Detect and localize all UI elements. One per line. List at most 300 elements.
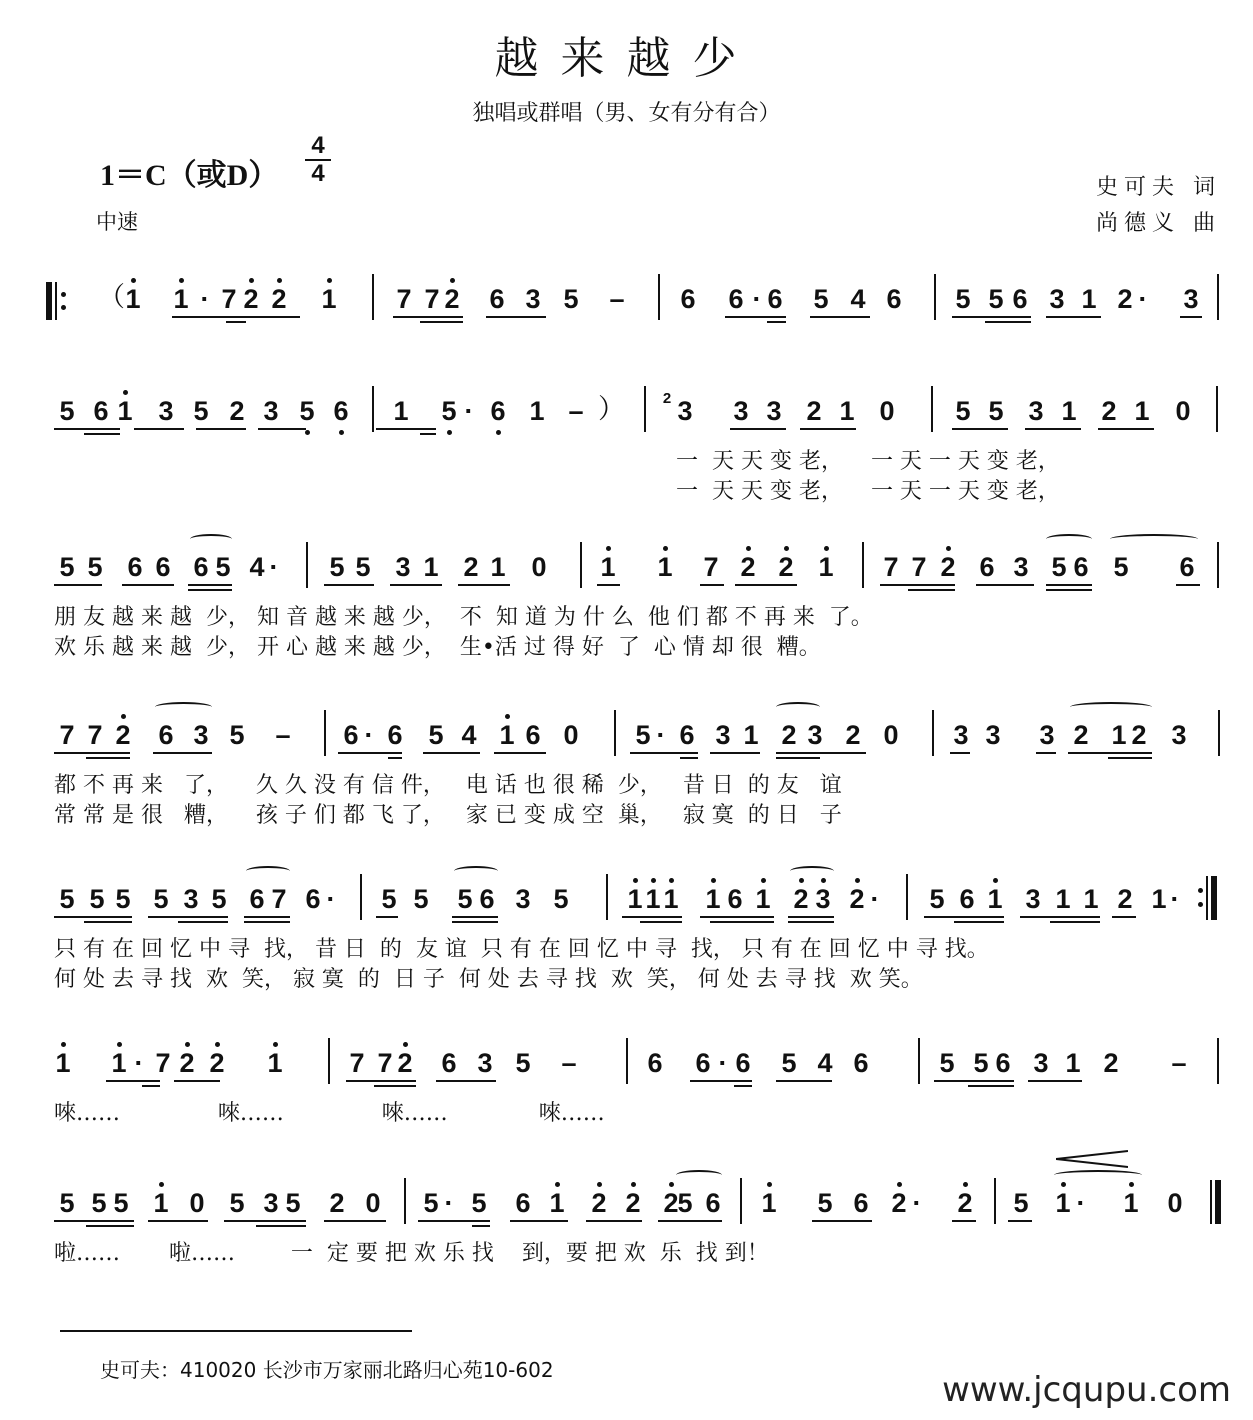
beam-underline (393, 316, 463, 318)
beam-underline (1046, 584, 1092, 586)
note: 6 (93, 396, 109, 426)
staff-line (0, 1184, 1253, 1334)
beam-underline (54, 1220, 134, 1222)
bar-line (328, 1038, 330, 1084)
note: 1 (752, 884, 774, 914)
note: 6 (249, 884, 265, 914)
beam-underline (86, 757, 130, 759)
note: 6 (305, 884, 321, 914)
note: 1 (122, 284, 144, 314)
note: 2 (268, 284, 290, 314)
beam-underline (423, 752, 480, 754)
note: 3 (1171, 720, 1187, 750)
bar-line (918, 1038, 920, 1084)
augmentation-dot: · (656, 720, 666, 750)
note: 3 (193, 720, 209, 750)
note: 5 (59, 552, 75, 582)
augmentation-dot: · (326, 884, 336, 914)
beam-underline (952, 316, 1031, 318)
augmentation-dot: · (1170, 884, 1180, 914)
bar-line (1216, 386, 1218, 432)
octave-dot-high (450, 278, 455, 283)
lyric-verse-1: 唻…… 唻…… 唻…… 唻…… (54, 1101, 605, 1126)
beam-underline (324, 1220, 386, 1222)
augmentation-dot: · (444, 1188, 454, 1218)
beam-underline (188, 589, 232, 591)
note: 5 (59, 884, 75, 914)
octave-dot-high (761, 878, 766, 883)
key-signature: 1＝C（或D） (100, 159, 279, 192)
lyric-verse-1: 一 天 天 变 老， 一 天 一 天 变 老， (676, 449, 1060, 474)
note: 5 (553, 884, 569, 914)
note: 1 (624, 884, 646, 914)
note: 5 (381, 884, 397, 914)
note: 3 (1183, 284, 1199, 314)
crescendo-hairpin (1056, 1150, 1128, 1168)
beam-underline (976, 584, 1034, 586)
tempo-marking: 中速 (96, 210, 138, 234)
note: 2 (229, 396, 245, 426)
augmentation-dot: · (718, 1048, 728, 1078)
beam-underline (153, 752, 212, 754)
octave-dot-high (403, 1042, 408, 1047)
beam-underline (452, 921, 498, 923)
slur-arc (246, 866, 290, 876)
beam-underline (374, 1085, 416, 1087)
note: 2 (737, 552, 759, 582)
octave-dot-high (767, 1182, 772, 1187)
note: 2 (790, 884, 812, 914)
octave-dot-high (651, 878, 656, 883)
octave-dot-high (597, 1182, 602, 1187)
beam-underline (84, 433, 120, 435)
note: 1 (839, 396, 855, 426)
note: 1 (702, 884, 724, 914)
beam-underline (54, 916, 132, 918)
note: 5 (1013, 1188, 1029, 1218)
note: 5 (973, 1048, 989, 1078)
note: 2 (240, 284, 262, 314)
note: 1 (264, 1048, 286, 1078)
note: 4 (249, 552, 265, 582)
note: 7 (396, 284, 412, 314)
bar-line (906, 874, 908, 920)
note: 3 (395, 552, 411, 582)
note: 2 (846, 884, 868, 914)
beam-underline (472, 1225, 490, 1227)
beam-underline (54, 584, 102, 586)
slur-arc (1110, 534, 1198, 544)
beam-underline (1028, 1080, 1082, 1082)
beam-underline (388, 757, 402, 759)
beam-underline (390, 584, 442, 586)
repeat-dot (61, 292, 66, 297)
note: 1 (1081, 284, 1097, 314)
beam-underline (420, 321, 463, 323)
parenthesis: ） (598, 394, 625, 424)
bar-line (324, 710, 326, 756)
note: 5 (285, 1188, 301, 1218)
note: 6 (155, 552, 171, 582)
note: 0 (365, 1188, 381, 1218)
octave-dot-high (784, 546, 789, 551)
beam-underline (730, 428, 786, 430)
note: 6 (479, 884, 495, 914)
beam-underline (84, 921, 132, 923)
note: 3 (1028, 396, 1044, 426)
note: 6 (441, 1048, 457, 1078)
beam-underline (243, 316, 300, 318)
beam-underline (510, 1220, 568, 1222)
note: 6 (695, 1048, 711, 1078)
bar-line (606, 874, 608, 920)
note: 2 (1073, 720, 1089, 750)
lyricist-credit: 史可夫 词 (1096, 175, 1221, 200)
note: 7 (883, 552, 899, 582)
note: 7 (59, 720, 75, 750)
note: 5 (1051, 552, 1067, 582)
octave-dot-high (159, 1182, 164, 1187)
note: 3 (263, 1188, 279, 1218)
note: 1 (1151, 884, 1167, 914)
beam-underline (86, 1225, 134, 1227)
note: 6 (330, 396, 352, 426)
beam-underline (256, 1225, 306, 1227)
note: 1 (490, 552, 506, 582)
note: 2 (176, 1048, 198, 1078)
note: 7 (87, 720, 103, 750)
staff-line (0, 392, 1253, 542)
note: 5 (929, 884, 945, 914)
note: 6 (727, 884, 743, 914)
note: 0 (1175, 396, 1191, 426)
beam-underline (710, 921, 774, 923)
beam-underline (376, 428, 436, 430)
lyric-verse-2: 何 处 去 寻 找 欢 笑， 寂 寞 的 日 子 何 处 去 寻 找 欢 笑， 何 处 去 寻 找 欢 笑。 (54, 967, 923, 992)
augmentation-dot: · (269, 552, 279, 582)
note: 5 (215, 552, 231, 582)
beam-underline (226, 321, 246, 323)
beam-underline (776, 1080, 832, 1082)
lyric-verse-2: 常 常 是 很 糟， 孩 子 们 都 飞 了， 家 已 变 成 空 巢， 寂 寞 的 日 子 (54, 803, 842, 828)
note: 1 (743, 720, 759, 750)
note: 7 (377, 1048, 393, 1078)
augmentation-dot: · (1076, 1188, 1086, 1218)
note: 2 (1117, 284, 1133, 314)
dash-extension: – (1171, 1048, 1187, 1078)
octave-dot-high (711, 878, 716, 883)
note: 1 (642, 884, 664, 914)
beam-underline (376, 916, 398, 918)
octave-dot-high (606, 546, 611, 551)
note: 2 (1103, 1048, 1119, 1078)
note: 6 (525, 720, 541, 750)
note: 5 (211, 884, 227, 914)
footnote-rule (60, 1330, 412, 1332)
time-signature (305, 134, 331, 186)
note: 1 (114, 396, 136, 426)
note: 5 (229, 1188, 245, 1218)
octave-dot-high (123, 390, 128, 395)
note: 2 (1101, 396, 1117, 426)
beam-underline (142, 1085, 160, 1087)
repeat-dot (1198, 902, 1203, 907)
octave-dot-high (631, 1182, 636, 1187)
note: 5 (1113, 552, 1129, 582)
octave-dot-high (963, 1182, 968, 1187)
note: 6 (853, 1048, 869, 1078)
beam-underline (952, 1220, 976, 1222)
note: 2 (206, 1048, 228, 1078)
beam-underline (622, 916, 682, 918)
note: 2 (1117, 884, 1133, 914)
note: 7 (221, 284, 237, 314)
note: 5 (87, 552, 103, 582)
note: 2 (1131, 720, 1147, 750)
note: 5 (781, 1048, 797, 1078)
bar-line (614, 710, 616, 756)
beam-underline (734, 1085, 752, 1087)
beam-underline (924, 916, 1004, 918)
beam-underline (640, 921, 682, 923)
note: 1 (108, 1048, 130, 1078)
bar-line (1217, 274, 1219, 320)
lyric-verse-1: 朋 友 越 来 越 少， 知 音 越 来 越 少， 不 知 道 为 什 么 他 们 都 不 再 来 了。 (54, 605, 873, 630)
beam-underline (680, 757, 698, 759)
note: 6 (680, 284, 696, 314)
note: 5 (988, 284, 1004, 314)
note: 1 (1055, 884, 1071, 914)
note: 6 (679, 720, 695, 750)
beam-underline (812, 1220, 872, 1222)
note: 4 (461, 720, 477, 750)
note: 6 (387, 720, 403, 750)
lyric-verse-1: 啦…… 啦…… 一 定 要 把 欢 乐 找 到，要 把 欢 乐 找 到！ (54, 1241, 769, 1266)
note: 4 (850, 284, 866, 314)
octave-dot-high (633, 878, 638, 883)
beam-underline (1046, 316, 1101, 318)
note: 6 (705, 1188, 721, 1218)
beam-underline (1176, 584, 1200, 586)
note: 3 (677, 396, 693, 426)
note: 5 (413, 884, 429, 914)
note: 3 (715, 720, 731, 750)
bar-line (994, 1178, 996, 1224)
beam-underline (1180, 316, 1202, 318)
note: 1 (423, 552, 439, 582)
augmentation-dot: · (870, 884, 880, 914)
note: 6 (515, 1188, 531, 1218)
note: 7 (349, 1048, 365, 1078)
beam-underline (258, 428, 306, 430)
note: 5 (563, 284, 579, 314)
beam-underline (735, 584, 797, 586)
note: 4 (817, 1048, 833, 1078)
octave-dot-high (897, 1182, 902, 1187)
bar-line (932, 710, 934, 756)
slur-arc (454, 866, 498, 876)
end-bar-thin (1206, 876, 1208, 920)
note: 2 (781, 720, 797, 750)
octave-dot-high (669, 878, 674, 883)
bar-line (644, 386, 646, 432)
octave-dot-high (273, 1042, 278, 1047)
repeat-dot (1198, 888, 1203, 893)
note: 3 (158, 396, 174, 426)
parenthesis: （ (98, 282, 125, 312)
beam-underline (436, 1080, 496, 1082)
augmentation-dot: · (200, 284, 210, 314)
beam-underline (346, 1080, 416, 1082)
bar-line (360, 874, 362, 920)
octave-dot-high (663, 546, 668, 551)
beam-underline (950, 752, 970, 754)
beam-underline (1108, 757, 1152, 759)
grace-note: 2 (662, 390, 672, 407)
beam-underline (174, 1080, 220, 1082)
note: 5 (438, 396, 460, 426)
end-bar-thick (1211, 876, 1217, 920)
note: 5 (193, 396, 209, 426)
beam-underline (1050, 921, 1100, 923)
note: 3 (525, 284, 541, 314)
note: 2 (845, 720, 861, 750)
beam-underline (690, 1080, 752, 1082)
slur-arc (1046, 534, 1092, 544)
octave-dot-high (555, 1182, 560, 1187)
bar-line (931, 386, 933, 432)
note: 3 (1025, 884, 1041, 914)
staff-line (0, 880, 1253, 1030)
octave-dot-high (821, 878, 826, 883)
octave-dot-high (1061, 1182, 1066, 1187)
note: 5 (988, 396, 1004, 426)
slur-arc (676, 1170, 722, 1180)
octave-dot-high (746, 546, 751, 551)
beam-underline (134, 428, 184, 430)
augmentation-dot: · (464, 396, 474, 426)
beam-underline (148, 916, 228, 918)
bar-line (1217, 542, 1219, 588)
beam-underline (244, 916, 290, 918)
beam-underline (418, 1220, 490, 1222)
note: 0 (879, 396, 895, 426)
beam-underline (934, 1080, 1014, 1082)
augmentation-dot: · (364, 720, 374, 750)
octave-dot-high (179, 278, 184, 283)
beam-underline (54, 752, 130, 754)
note: 7 (424, 284, 440, 314)
beam-underline (1046, 589, 1092, 591)
octave-dot-low (447, 430, 452, 435)
note: 6 (735, 1048, 751, 1078)
beam-underline (658, 1220, 722, 1222)
beam-underline (178, 921, 228, 923)
beam-underline (908, 589, 955, 591)
beam-underline (985, 321, 1031, 323)
beam-underline (810, 316, 870, 318)
note: 5 (89, 884, 105, 914)
note: 6 (767, 284, 783, 314)
end-bar-thick (1215, 1180, 1221, 1224)
note: 1 (52, 1048, 74, 1078)
bar-line (372, 386, 374, 432)
note: 2 (806, 396, 822, 426)
bar-line (934, 274, 936, 320)
lyric-verse-2: 欢 乐 越 来 越 少， 开 心 越 来 越 少， 生•活 过 得 好 了 心 情 却 很 糟。 (54, 635, 821, 660)
note: 1 (546, 1188, 568, 1218)
bar-line (306, 542, 308, 588)
note: 2 (622, 1188, 644, 1218)
note: 3 (985, 720, 1001, 750)
note: 2 (937, 552, 959, 582)
note: 5 (329, 552, 345, 582)
slur-arc (190, 534, 232, 544)
bar-line (740, 1178, 742, 1224)
octave-dot-high (1129, 1182, 1134, 1187)
octave-dot-low (305, 430, 310, 435)
note: 3 (263, 396, 279, 426)
dash-extension: – (275, 720, 291, 750)
note: 2 (463, 552, 479, 582)
octave-dot-high (824, 546, 829, 551)
note: 6 (158, 720, 174, 750)
beam-underline (122, 584, 174, 586)
note: 3 (812, 884, 834, 914)
note: 0 (563, 720, 579, 750)
note: 1 (815, 552, 837, 582)
dash-extension: – (609, 284, 625, 314)
note: 6 (979, 552, 995, 582)
beam-underline (196, 428, 246, 430)
note: 1 (1111, 720, 1127, 750)
note: 0 (883, 720, 899, 750)
octave-dot-low (496, 430, 501, 435)
beam-underline (630, 752, 698, 754)
note: 7 (911, 552, 927, 582)
bar-line (658, 274, 660, 320)
octave-dot-high (993, 878, 998, 883)
beam-underline (188, 584, 232, 586)
beam-underline (1036, 752, 1056, 754)
bar-line (626, 1038, 628, 1084)
octave-dot-high (249, 278, 254, 283)
note: 1 (496, 720, 518, 750)
note: 3 (1039, 720, 1055, 750)
note: 3 (477, 1048, 493, 1078)
note: 6 (489, 284, 505, 314)
beam-underline (767, 321, 786, 323)
note: 5 (59, 396, 75, 426)
note: 6 (1073, 552, 1089, 582)
augmentation-dot: · (912, 1188, 922, 1218)
note: 6 (728, 284, 744, 314)
note: 3 (183, 884, 199, 914)
repeat-dot (61, 305, 66, 310)
augmentation-dot: · (1138, 284, 1148, 314)
note: 3 (733, 396, 749, 426)
note: 1 (1134, 396, 1150, 426)
slur-arc (155, 702, 212, 712)
beam-underline (954, 921, 1004, 923)
octave-dot-high (946, 546, 951, 551)
note: 7 (155, 1048, 171, 1078)
note: 5 (813, 284, 829, 314)
note: 2 (112, 720, 134, 750)
repeat-start-thick (46, 282, 52, 320)
note: 3 (515, 884, 531, 914)
beam-underline (880, 584, 955, 586)
